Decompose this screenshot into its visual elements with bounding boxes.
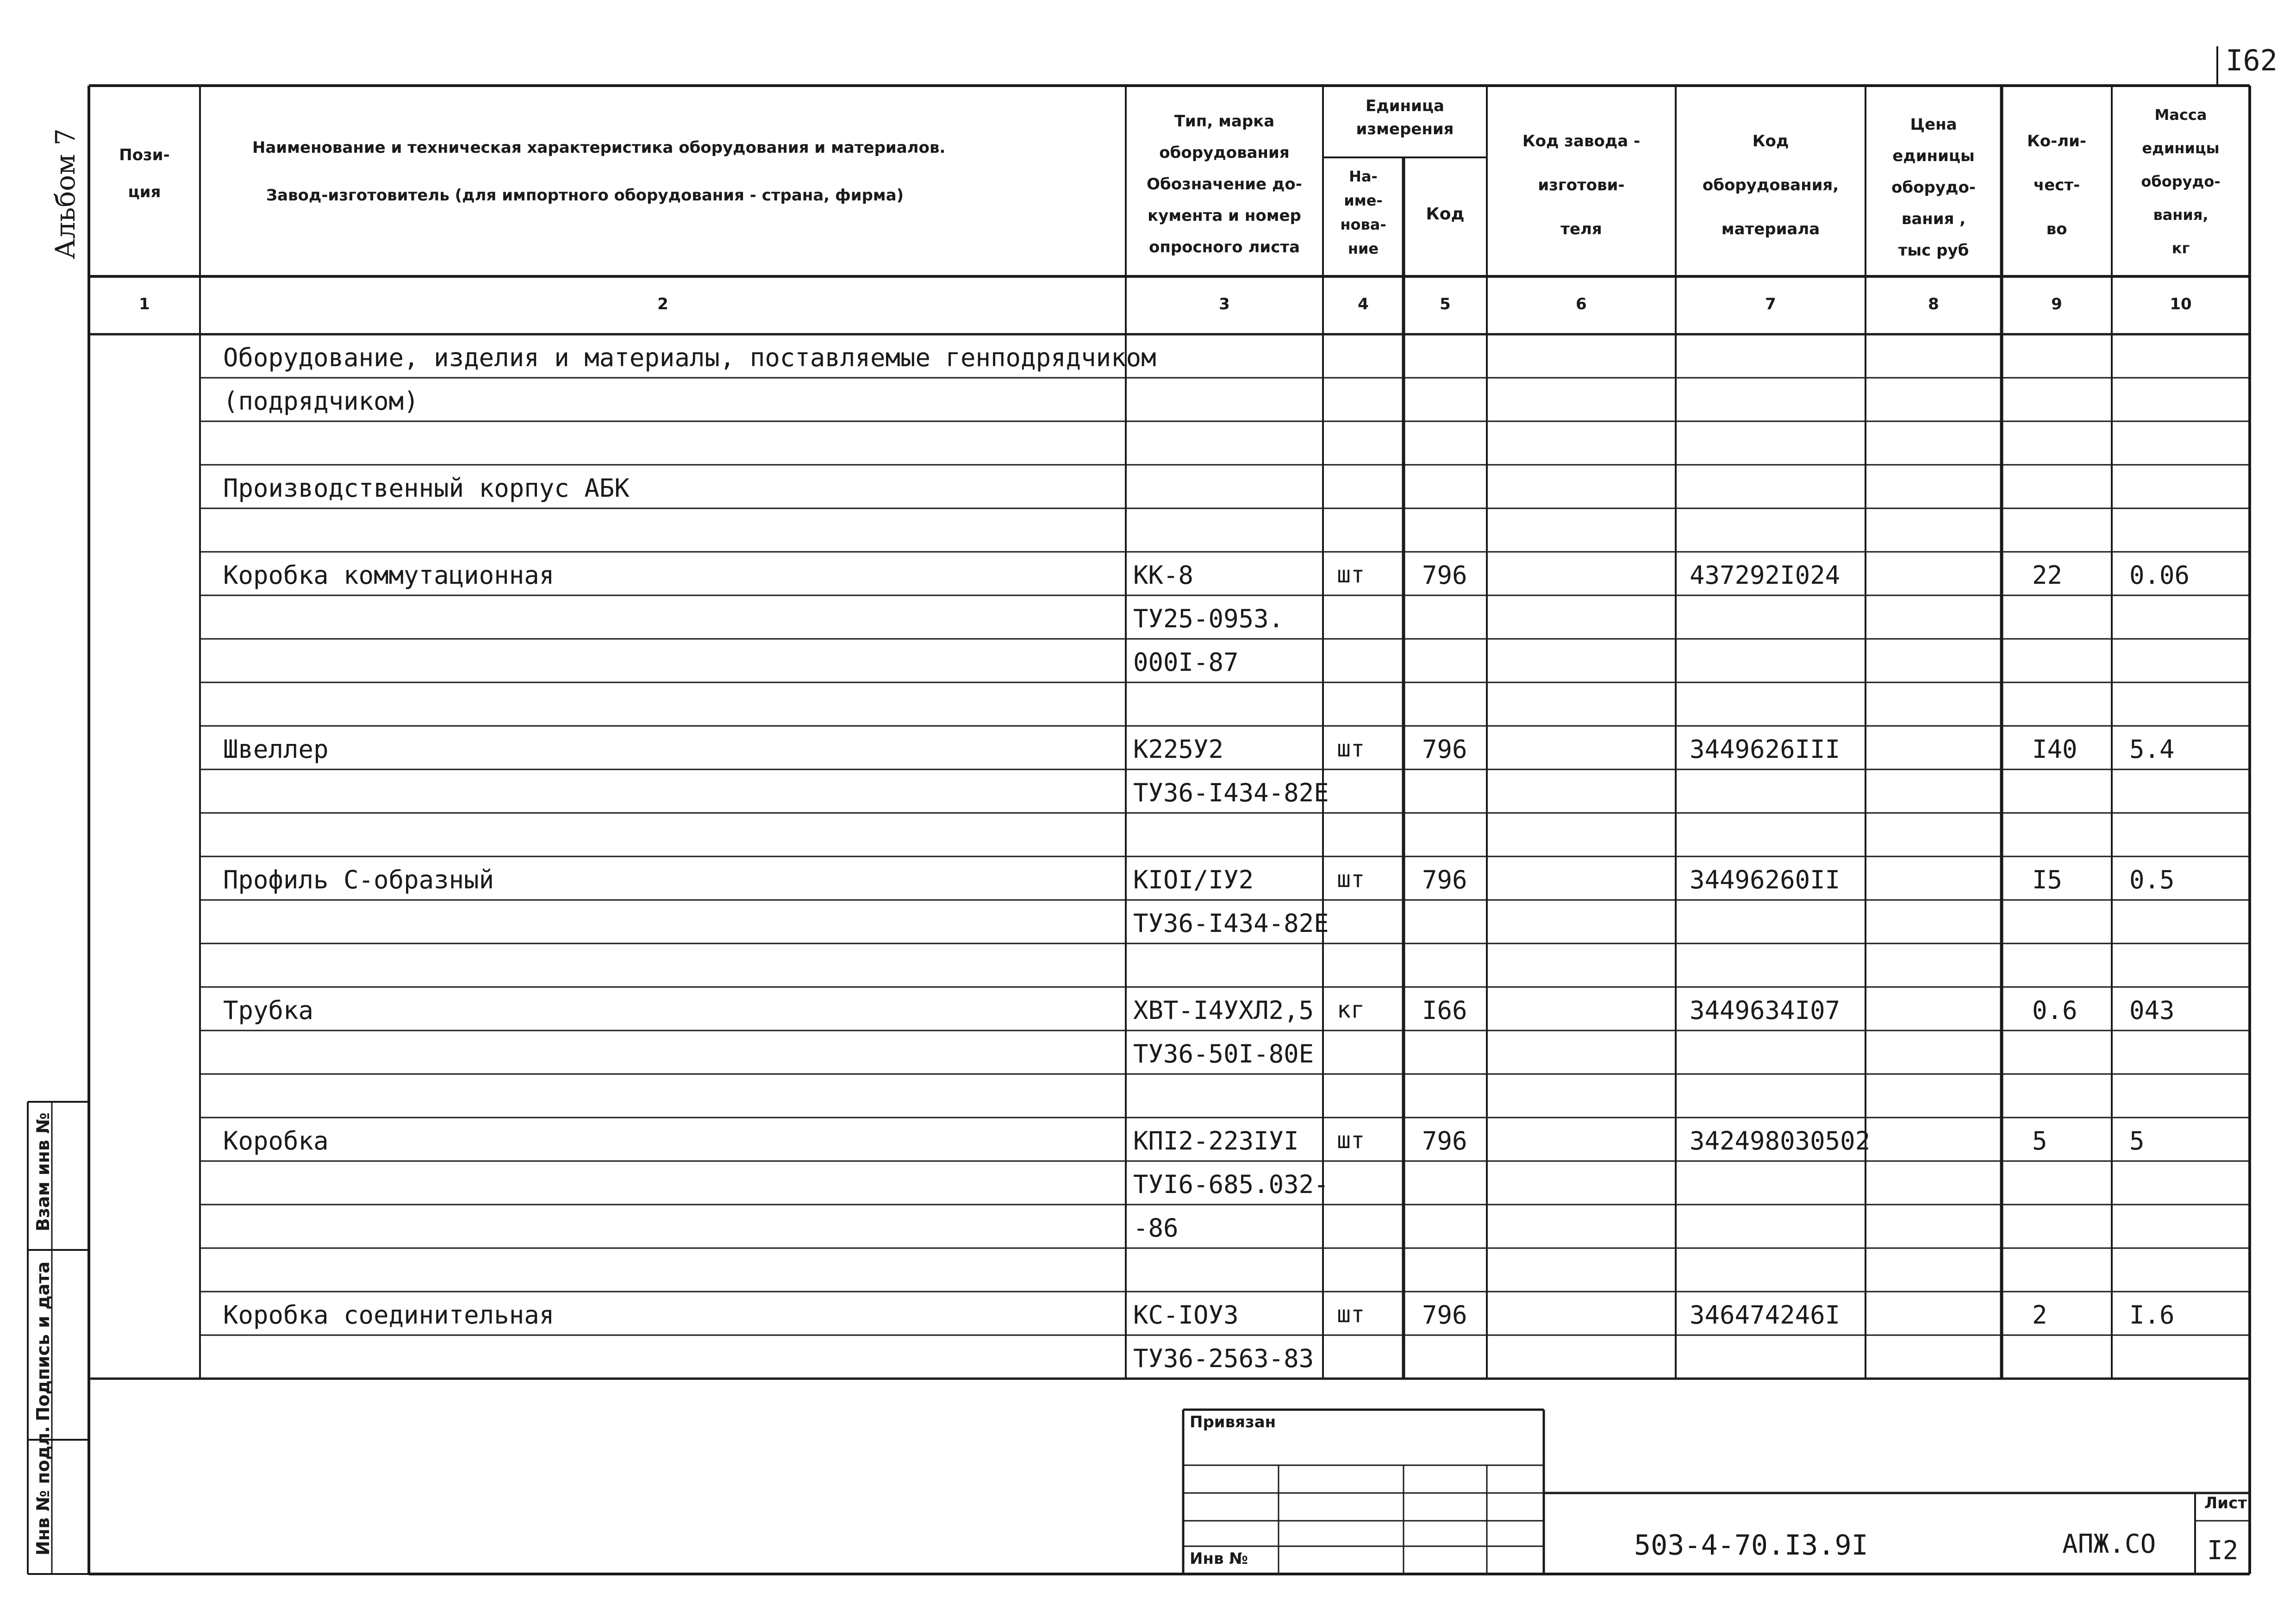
cell-material-code: 437292I024 xyxy=(1690,561,1841,590)
sheet-list-number: I2 xyxy=(2207,1536,2239,1566)
header-unit-name-label: На- xyxy=(1349,168,1378,185)
side-stamp-podpis: Подпись и дата xyxy=(33,1261,53,1421)
column-number: 1 xyxy=(139,295,150,313)
header-unit-name-label: име- xyxy=(1344,192,1383,209)
cell-type-document: КIОI/IУ2 xyxy=(1133,865,1254,894)
header-mass-label: кг xyxy=(2171,239,2190,257)
header-unit-group-label: измерения xyxy=(1356,120,1454,138)
cell-unit-name: шт xyxy=(1337,735,1365,762)
header-price-label: тыс руб xyxy=(1898,241,1969,260)
cell-unit-code: 796 xyxy=(1422,1126,1467,1156)
cell-quantity: 0.6 xyxy=(2032,996,2078,1025)
cell-quantity: 5 xyxy=(2032,1126,2047,1156)
header-mass-label: оборудо- xyxy=(2141,173,2221,190)
header-material-code-label: Код xyxy=(1752,132,1789,150)
header-unit-code-label: Код xyxy=(1426,205,1465,224)
cell-unit-code: 796 xyxy=(1422,561,1467,590)
header-factory-code-label: Код завода - xyxy=(1522,132,1641,150)
cell-type-document: 000I-87 xyxy=(1133,648,1239,677)
cell-mass: 0.5 xyxy=(2129,865,2175,894)
column-number: 8 xyxy=(1928,295,1939,313)
column-number: 3 xyxy=(1219,295,1230,313)
cell-type-document: ХВТ-I4УХЛ2,5 xyxy=(1133,996,1314,1025)
cell-name: Коробка xyxy=(223,1126,329,1156)
header-type-label: оборудования xyxy=(1159,144,1290,162)
cell-material-code: 346474246I xyxy=(1690,1300,1841,1330)
cell-mass: 043 xyxy=(2129,996,2175,1025)
cell-unit-code: 796 xyxy=(1422,1300,1467,1330)
header-unit-name-label: ние xyxy=(1348,240,1379,257)
header-quantity-label: Ко-ли- xyxy=(2027,132,2087,150)
header-name-line1: Наименование и техническая характеристика оборудования и материалов. xyxy=(252,138,946,157)
header-price-label: единицы xyxy=(1892,147,1975,165)
cell-name: Оборудование, изделия и материалы, поставляемые генподрядчиком xyxy=(223,343,1156,372)
cell-unit-name: шт xyxy=(1337,561,1365,588)
column-number: 5 xyxy=(1440,295,1451,313)
header-unit-name-label: нова- xyxy=(1340,216,1386,233)
cell-type-document: -86 xyxy=(1133,1213,1179,1243)
header-unit-group-label: Единица xyxy=(1366,97,1444,115)
cell-type-document: ТУ25-0953. xyxy=(1133,604,1284,633)
header-factory-code-label: теля xyxy=(1560,220,1602,238)
header-type-label: Тип, марка xyxy=(1174,112,1275,131)
cell-unit-name: шт xyxy=(1337,1301,1365,1328)
column-number: 10 xyxy=(2170,295,2192,313)
header-mass-label: вания, xyxy=(2153,206,2209,224)
album-label: Альбом 7 xyxy=(50,128,81,259)
cell-name: Швеллер xyxy=(223,735,329,764)
cell-name: Профиль С-образный xyxy=(223,865,494,894)
cell-name: Производственный корпус АБК xyxy=(223,474,630,503)
header-material-code-label: оборудования, xyxy=(1702,176,1839,194)
header-position-label: Пози- xyxy=(119,146,170,164)
column-number: 2 xyxy=(657,295,668,313)
cell-type-document: ТУI6-685.032- xyxy=(1133,1170,1329,1199)
document-mark: АПЖ.СО xyxy=(2062,1529,2156,1559)
header-type-label: Обозначение до- xyxy=(1147,175,1302,194)
header-mass-label: Масса xyxy=(2154,106,2207,124)
cell-material-code: 3449634I07 xyxy=(1690,996,1841,1025)
header-material-code-label: материала xyxy=(1721,220,1820,238)
document-code: 503-4-70.I3.9I xyxy=(1634,1529,1868,1562)
header-position-label: ция xyxy=(128,183,161,201)
cell-unit-name: шт xyxy=(1337,866,1365,893)
cell-material-code: 342498030502 xyxy=(1690,1126,1871,1156)
header-type-label: кумента и номер xyxy=(1148,206,1301,225)
header-quantity-label: чест- xyxy=(2033,176,2080,194)
cell-type-document: К225У2 xyxy=(1133,735,1224,764)
cell-material-code: 34496260II xyxy=(1690,865,1841,894)
cell-type-document: ТУ36-2563-83 xyxy=(1133,1344,1314,1373)
header-name-line2: Завод-изготовитель (для импортного оборудования - страна, фирма) xyxy=(266,186,904,205)
cell-unit-code: 796 xyxy=(1422,735,1467,764)
column-number: 9 xyxy=(2051,295,2062,313)
cell-quantity: I40 xyxy=(2032,735,2078,764)
column-number: 4 xyxy=(1358,295,1369,313)
header-price-label: вания , xyxy=(1901,210,1966,228)
cell-mass: 5.4 xyxy=(2129,735,2175,764)
cell-type-document: КК-8 xyxy=(1133,561,1194,590)
title-block-inv-no: Инв № xyxy=(1190,1549,1248,1568)
cell-type-document: ТУ36-I434-82Е xyxy=(1133,778,1329,807)
cell-quantity: I5 xyxy=(2032,865,2063,894)
cell-unit-code: 796 xyxy=(1422,865,1467,894)
cell-name: Трубка xyxy=(223,996,314,1025)
cell-unit-code: I66 xyxy=(1422,996,1467,1025)
header-type-label: опросного листа xyxy=(1148,238,1300,256)
sheet-list-label: Лист xyxy=(2204,1494,2247,1512)
header-price-label: оборудо- xyxy=(1891,178,1976,197)
cell-type-document: ТУ36-I434-82Е xyxy=(1133,909,1329,938)
cell-mass: I.6 xyxy=(2129,1300,2175,1330)
side-stamp-inv-podl: Инв № подл. xyxy=(33,1426,53,1555)
side-stamp-vzam: Взам инв № xyxy=(33,1112,53,1231)
cell-mass: 5 xyxy=(2129,1126,2145,1156)
cell-name: Коробка соединительная xyxy=(223,1300,555,1330)
cell-unit-name: кг xyxy=(1337,996,1365,1023)
cell-mass: 0.06 xyxy=(2129,561,2190,590)
cell-quantity: 2 xyxy=(2032,1300,2047,1330)
header-mass-label: единицы xyxy=(2142,139,2220,157)
cell-type-document: КПI2-223IУI xyxy=(1133,1126,1299,1156)
cell-type-document: ТУ36-50I-80Е xyxy=(1133,1039,1314,1068)
column-number: 7 xyxy=(1765,295,1776,313)
cell-material-code: 3449626III xyxy=(1690,735,1841,764)
cell-name: Коробка коммутационная xyxy=(223,561,555,590)
column-number: 6 xyxy=(1576,295,1587,313)
cell-type-document: КС-IОУЗ xyxy=(1133,1300,1239,1330)
header-price-label: Цена xyxy=(1910,115,1957,134)
cell-quantity: 22 xyxy=(2032,561,2063,590)
cell-unit-name: шт xyxy=(1337,1127,1365,1154)
cell-name: (подрядчиком) xyxy=(223,387,419,416)
header-factory-code-label: изготови- xyxy=(1538,176,1625,194)
header-quantity-label: во xyxy=(2046,220,2067,238)
sheet-number: I62 xyxy=(2226,44,2277,77)
title-block-privyazan: Привязан xyxy=(1190,1413,1276,1431)
